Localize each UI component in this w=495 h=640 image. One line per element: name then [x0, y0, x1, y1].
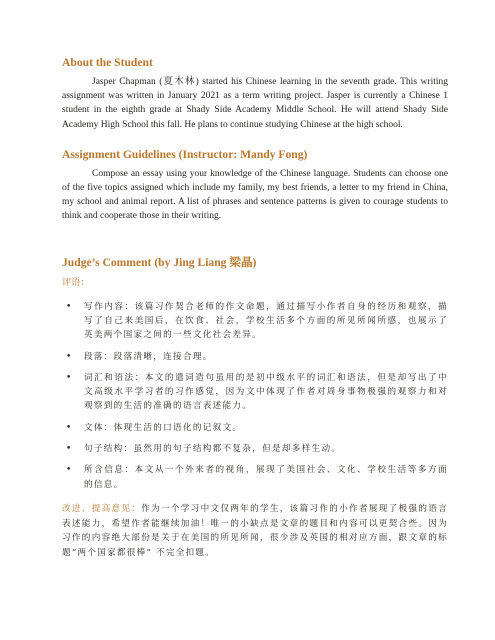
bullet-icon: •	[66, 465, 72, 476]
about-heading: About the Student	[62, 56, 153, 69]
improvement-paragraph	[62, 502, 448, 561]
comment-label: 评语：	[62, 276, 90, 288]
about-paragraph: Jasper Chapman (夏木林) started his Chinese learning in the seventh grade. This writing assignment was written in January 2021 as a term writing project. Jasper is currently a Chinese 1 student in the eighth grade at Shady Side Academy Middle School. He will attend Shady Side Academy High School this fall. He plans to continue studying Chinese at the high school.	[62, 77, 448, 130]
improvement-label: 改进、提高意见：	[62, 503, 142, 514]
comment-list	[62, 300, 448, 492]
comment-item-information	[62, 463, 448, 492]
comment-text: 词汇和语法：本文的遣词造句虽用的是初中级水平的词汇和语法，但是却写出了中文高级水平学习者的习作感觉，因为文中体现了作者对周身事物极强的观察力和对观察到的生活的准确的语言表述能力。	[84, 372, 448, 412]
comment-text: 写作内容：该篇习作契合老师的作文命题，通过描写小作者自身的经历和观察，描写了自己来美国后，在饮食、社会，学校生活多个方面的所见所闻所感，也展示了英美两个国家之间的一些文化社会差异。	[84, 301, 448, 341]
assignment-heading: Assignment Guidelines (Instructor: Mandy Fong)	[62, 147, 308, 161]
comment-text: 所含信息：本文从一个外来者的视角，展现了美国社会、文化、学校生活等多方面的信息。	[84, 465, 448, 490]
bullet-icon: •	[66, 351, 72, 362]
assignment-paragraph: Compose an essay using your knowledge of the Chinese language. Students can choose one of the five topics assigned which include my family, my best friends, a letter to my friend in China, my school and animal report. A list of phrases and sentence patterns is given to courage students to think and cooperate those in their writing.	[62, 168, 448, 222]
bullet-icon: •	[66, 372, 72, 383]
document-page	[62, 55, 448, 570]
judge-heading: Judge’s Comment (by Jing Liang 梁晶)	[62, 255, 257, 269]
bullet-icon: •	[66, 301, 72, 312]
comment-item-vocabulary	[62, 371, 448, 414]
comment-item-paragraph	[62, 350, 448, 364]
comment-text: 文体：体现生活的口语化的记叙文。	[84, 422, 243, 433]
comment-item-content	[62, 300, 448, 343]
bullet-icon: •	[66, 422, 72, 433]
comment-item-sentence	[62, 442, 448, 456]
comment-item-style	[62, 421, 448, 435]
improvement-text: 作为一个学习中文仅两年的学生，该篇习作的小作者展现了极强的语言表述能力，希望作者能继续加油！唯一的小缺点是文章的题目和内容可以更契合些。因为习作的内容绝大部份是关于在美国的所见所闻，很少涉及英国的相对应方面，跟文章的标题“两个国家都很棒” 不完全扣题。	[62, 503, 448, 559]
comment-text: 段落：段落清晰，连接合理。	[84, 351, 213, 362]
comment-text: 句子结构：虽然用的句子结构都不复杂，但是却多样生动。	[84, 444, 342, 454]
bullet-icon: •	[66, 444, 72, 454]
